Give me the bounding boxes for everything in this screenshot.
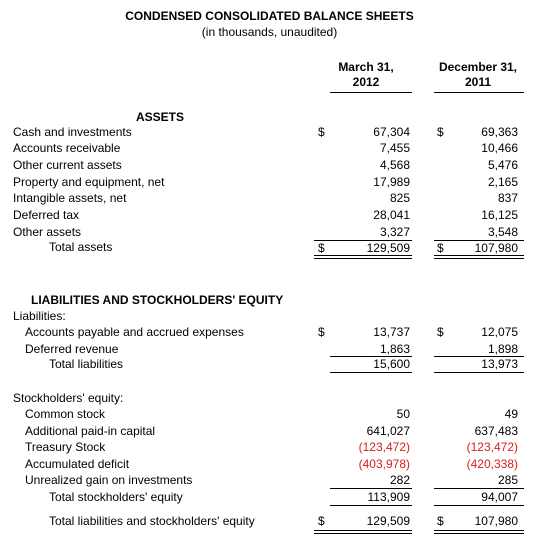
equity-row-value-2012: 50 (396, 407, 410, 421)
grand-total-label: Total liabilities and stockholders' equity (49, 514, 255, 528)
asset-row-label: Other assets (13, 225, 82, 239)
total-equity-label: Total stockholders' equity (49, 490, 183, 504)
double-underline-2012 (314, 530, 412, 534)
assets-heading: ASSETS (135, 110, 184, 124)
col1-header-line2: 2012 (352, 75, 380, 89)
asset-row-value-2011: 3,548 (487, 225, 518, 239)
equity-row-label: Accumulated deficit (25, 457, 130, 471)
currency-symbol: $ (437, 241, 444, 255)
total-liabilities-label: Total liabilities (49, 357, 124, 371)
total-assets-2011: 107,980 (474, 241, 518, 255)
asset-row-value-2012: 7,455 (379, 141, 410, 155)
total-equity-2012: 113,909 (367, 490, 410, 504)
equity-row-label: Unrealized gain on investments (25, 473, 193, 487)
asset-row-value-2011: 69,363 (481, 125, 518, 139)
equity-row-value-2011: 285 (497, 473, 518, 487)
asset-row-label: Property and equipment, net (13, 175, 165, 189)
total-equity-2011: 94,007 (481, 490, 518, 504)
total-assets-2012: 129,509 (366, 241, 410, 255)
liabilities-subheading: Liabilities: (13, 309, 66, 323)
subtotal-underline-2012 (330, 505, 412, 506)
currency-symbol: $ (437, 514, 444, 528)
asset-row-value-2012: 17,989 (373, 175, 410, 189)
asset-row-value-2012: 67,304 (373, 125, 410, 139)
double-underline-2011 (434, 530, 524, 534)
equity-row-value-2012: (403,978) (358, 457, 410, 471)
liabilities-heading: LIABILITIES AND STOCKHOLDERS' EQUITY (31, 293, 284, 307)
asset-row-label: Other current assets (13, 158, 122, 172)
col2-header-line1: December 31, (438, 60, 518, 74)
equity-row-value-2011: (420,338) (466, 457, 518, 471)
grand-total-2012: 129,509 (366, 514, 410, 528)
grand-total-2011: 107,980 (474, 514, 518, 528)
total-liabilities-2011: 13,973 (481, 357, 518, 371)
total-liabilities-2012: 15,600 (373, 357, 410, 371)
equity-row-label: Common stock (25, 407, 106, 421)
equity-row-value-2011: (123,472) (466, 440, 518, 454)
asset-row-value-2012: 3,327 (379, 225, 410, 239)
currency-symbol: $ (318, 325, 325, 339)
asset-row-label: Intangible assets, net (13, 191, 127, 205)
equity-row-label: Treasury Stock (25, 440, 106, 454)
asset-row-value-2011: 16,125 (481, 208, 518, 222)
equity-row-value-2012: 641,027 (366, 424, 410, 438)
subtotal-underline-2011 (434, 372, 524, 373)
liability-row-label: Deferred revenue (25, 342, 119, 356)
asset-row-value-2012: 28,041 (373, 208, 410, 222)
col1-header-rule (330, 92, 412, 93)
asset-row-label: Deferred tax (13, 208, 80, 222)
subtotal-underline-2012 (330, 372, 412, 373)
equity-row-value-2012: (123,472) (358, 440, 410, 454)
currency-symbol: $ (318, 125, 325, 139)
subtotal-rule-2012 (330, 488, 412, 489)
double-underline-2012 (314, 255, 412, 259)
asset-row-value-2011: 2,165 (487, 175, 518, 189)
equity-row-value-2012: 282 (389, 473, 410, 487)
asset-row-label: Cash and investments (13, 125, 132, 139)
report-title: CONDENSED CONSOLIDATED BALANCE SHEETS (125, 9, 414, 23)
asset-row-value-2011: 5,476 (487, 158, 518, 172)
currency-symbol: $ (318, 514, 325, 528)
col2-header-line2: 2011 (464, 75, 492, 89)
asset-row-value-2012: 4,568 (379, 158, 410, 172)
currency-symbol: $ (437, 325, 444, 339)
asset-row-value-2011: 837 (497, 191, 518, 205)
asset-row-value-2011: 10,466 (481, 141, 518, 155)
liability-row-value-2011: 12,075 (481, 325, 518, 339)
total-assets-label: Total assets (49, 240, 113, 254)
liability-row-label: Accounts payable and accrued expenses (25, 325, 244, 339)
currency-symbol: $ (437, 125, 444, 139)
col2-header-rule (434, 92, 524, 93)
equity-row-label: Additional paid-in capital (25, 424, 156, 438)
liability-row-value-2011: 1,898 (487, 342, 518, 356)
equity-subheading: Stockholders' equity: (13, 391, 124, 405)
col1-header-line1: March 31, (338, 60, 394, 74)
liability-row-value-2012: 1,863 (379, 342, 410, 356)
report-subtitle: (in thousands, unaudited) (201, 25, 338, 39)
asset-row-label: Accounts receivable (13, 141, 121, 155)
subtotal-underline-2011 (434, 505, 524, 506)
subtotal-rule-2011 (434, 488, 524, 489)
double-underline-2011 (434, 255, 524, 259)
asset-row-value-2012: 825 (389, 191, 410, 205)
liability-row-value-2012: 13,737 (373, 325, 410, 339)
equity-row-value-2011: 637,483 (474, 424, 518, 438)
currency-symbol: $ (318, 241, 325, 255)
equity-row-value-2011: 49 (504, 407, 518, 421)
